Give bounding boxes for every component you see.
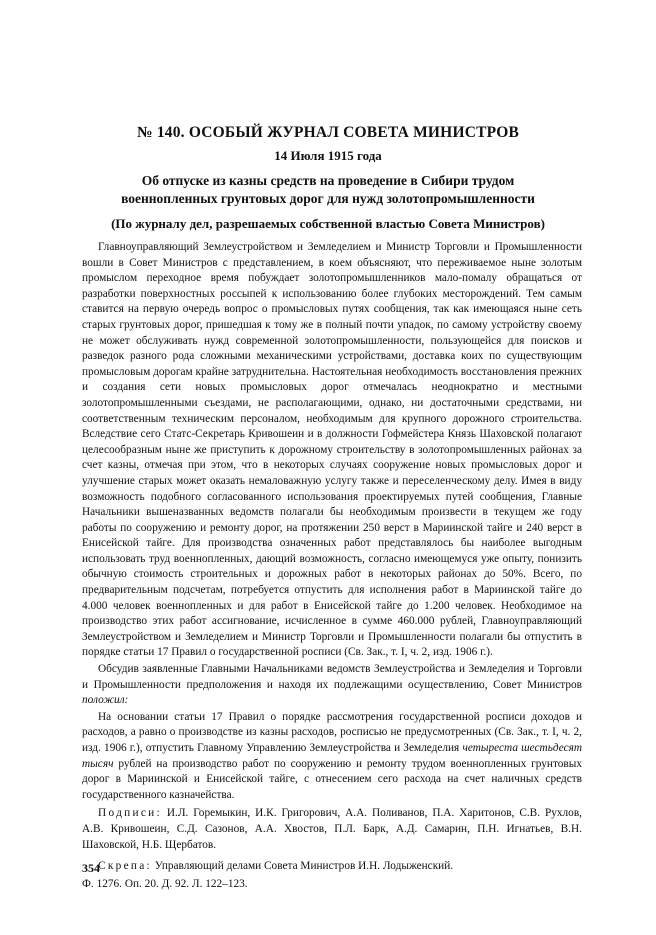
paragraph-discussion — [82, 662, 582, 709]
countersignature-text: Управляющий делами Совета Министров И.Н. Лодыженский. — [151, 860, 454, 873]
resolution-text-2: рублей на производство работ по сооружению и ремонту трудом военнопленных грунтовых дорог в Мариинской и Енисейской тайге, с отнесением сего расхода на счет наличных средств государственного казначейства. — [82, 757, 582, 801]
countersignature — [82, 859, 582, 875]
document-subtitle — [60, 172, 596, 208]
document-title: № 140. ОСОБЫЙ ЖУРНАЛ СОВЕТА МИНИСТРОВ — [136, 124, 520, 141]
archive-reference: Ф. 1276. Оп. 20. Д. 92. Л. 122–123. — [82, 877, 248, 890]
document-body — [82, 240, 582, 892]
countersignature-label: Скрепа: — [98, 860, 152, 873]
document-note: (По журналу дел, разрешаемых собственной властью Совета Министров) — [111, 216, 545, 231]
resolution-text-1: На основании статьи 17 Правил о порядке рассмотрения государственной росписи доходов и расходов, а равно о производстве из казны расходов, росписью не предусмотренных (Св. Зак., т. I, ч. 2, изд. 1906 г.), отпустить Главному Управлению Землеустройства и Земледелия — [82, 710, 582, 754]
subtitle-line-2: военнопленных грунтовых дорог для нужд золотопромышленности — [121, 191, 535, 206]
resolution-amount: четыреста шестьдесят тысяч — [82, 742, 582, 770]
resolution-word: положил: — [82, 694, 129, 707]
paragraph-representation: Главноуправляющий Землеустройством и Земледелием и Министр Торговли и Промышленности вошли в Совет Министров с представлением, в коем объясняют, что переживаемое ныне золотым промыслом переходное время побуждает золотопромышленников мало-помалу обращаться от разработки поверхностных россыпей к использованию более глубоких месторождений. Тем самым ставится на первую очередь вопрос о промысловых путях сообщения, так как имеющаяся ныне сеть старых грунтовых дорог, пришедшая к тому же в полный почти упадок, по самому устройству своему не может обслуживать нужд современной золотопромышленности, пользующейся для поисков и разведок разного рода сложными механическими устройствами, доставка коих по существующим промысловым дорогам крайне затруднительна. Настоятельная необходимость восстановления прежних и создания сети новых промысловых дорог отмечалась неоднократно и местными золотопромышленными съездами, не располагающими, однако, ни достаточными средствами, ни соответственным техническим персоналом, необходимым для крупного дорожного строительства. Вследствие сего Статс-Секретарь Кривошеин и в должности Гофмейстера Князь Шаховской полагают целесообразным ныне же приступить к дорожному строительству в золотопромышленных районах за счет казны, отмечая при этом, что в некоторых случаях сооружение новых промысловых дорог и улучшение старых может оказать немаловажную услугу также и переселенческому делу. Имея в виду возможность подобного согласованного использования проектируемых путей сообщения, Главные Начальники вышеназванных ведомств полагали бы необходимым произвести в текущем же году работы по сооружению и ремонту дорог, на протяжении 250 верст в Мариинской тайге и 240 верст в Енисейской тайге. Для производства означенных работ представлялось бы наиболее выгодным использовать труд военнопленных, дающий возможность, согласно имеющемуся уже опыту, понизить обычную стоимость строительных и дорожных работ в некоторых районах до 50%. Всего, по предварительным подсчетам, потребуется отпустить для исполнения работ в Мариинской тайге до 4.000 человек военнопленных и для работ в Енисейской тайге до 1.200 человек. Необходимое на производство этих работ ассигнование, исчисленное в сумме 460.000 рублей, Главноуправляющий Землеустройством и Земледелием и Министр Торговли и Промышленности полагали бы отпустить в порядке статьи 17 Правил о государственной росписи (Св. Зак., т. I, ч. 2, изд. 1906 г.). — [82, 241, 582, 659]
subtitle-line-1: Об отпуске из казны средств на проведение в Сибири трудом — [141, 173, 515, 188]
signatures-list: И.Л. Горемыкин, И.К. Григорович, А.А. Поливанов, П.А. Харитонов, С.В. Рухлов, А.В. Кривошеин, С.Д. Сазонов, А.А. Хвостов, П.Л. Барк, А.Д. Самарин, П.Н. Игнатьев, В.Н. Шаховской, Н.Б. Щербатов. — [82, 807, 582, 851]
paragraph-resolution — [82, 710, 582, 804]
signatures-label: Подписи: — [98, 807, 162, 820]
paragraph-discussion-text: Обсудив заявленные Главными Начальниками ведомств Землеустройства и Земледелия и Торговли и Промышленности предположения и находя их подлежащими осуществлению, Совет Министров — [82, 663, 582, 691]
document-date: 14 Июля 1915 года — [274, 148, 382, 163]
signatures — [82, 806, 582, 853]
page-number: 354 — [82, 861, 100, 875]
